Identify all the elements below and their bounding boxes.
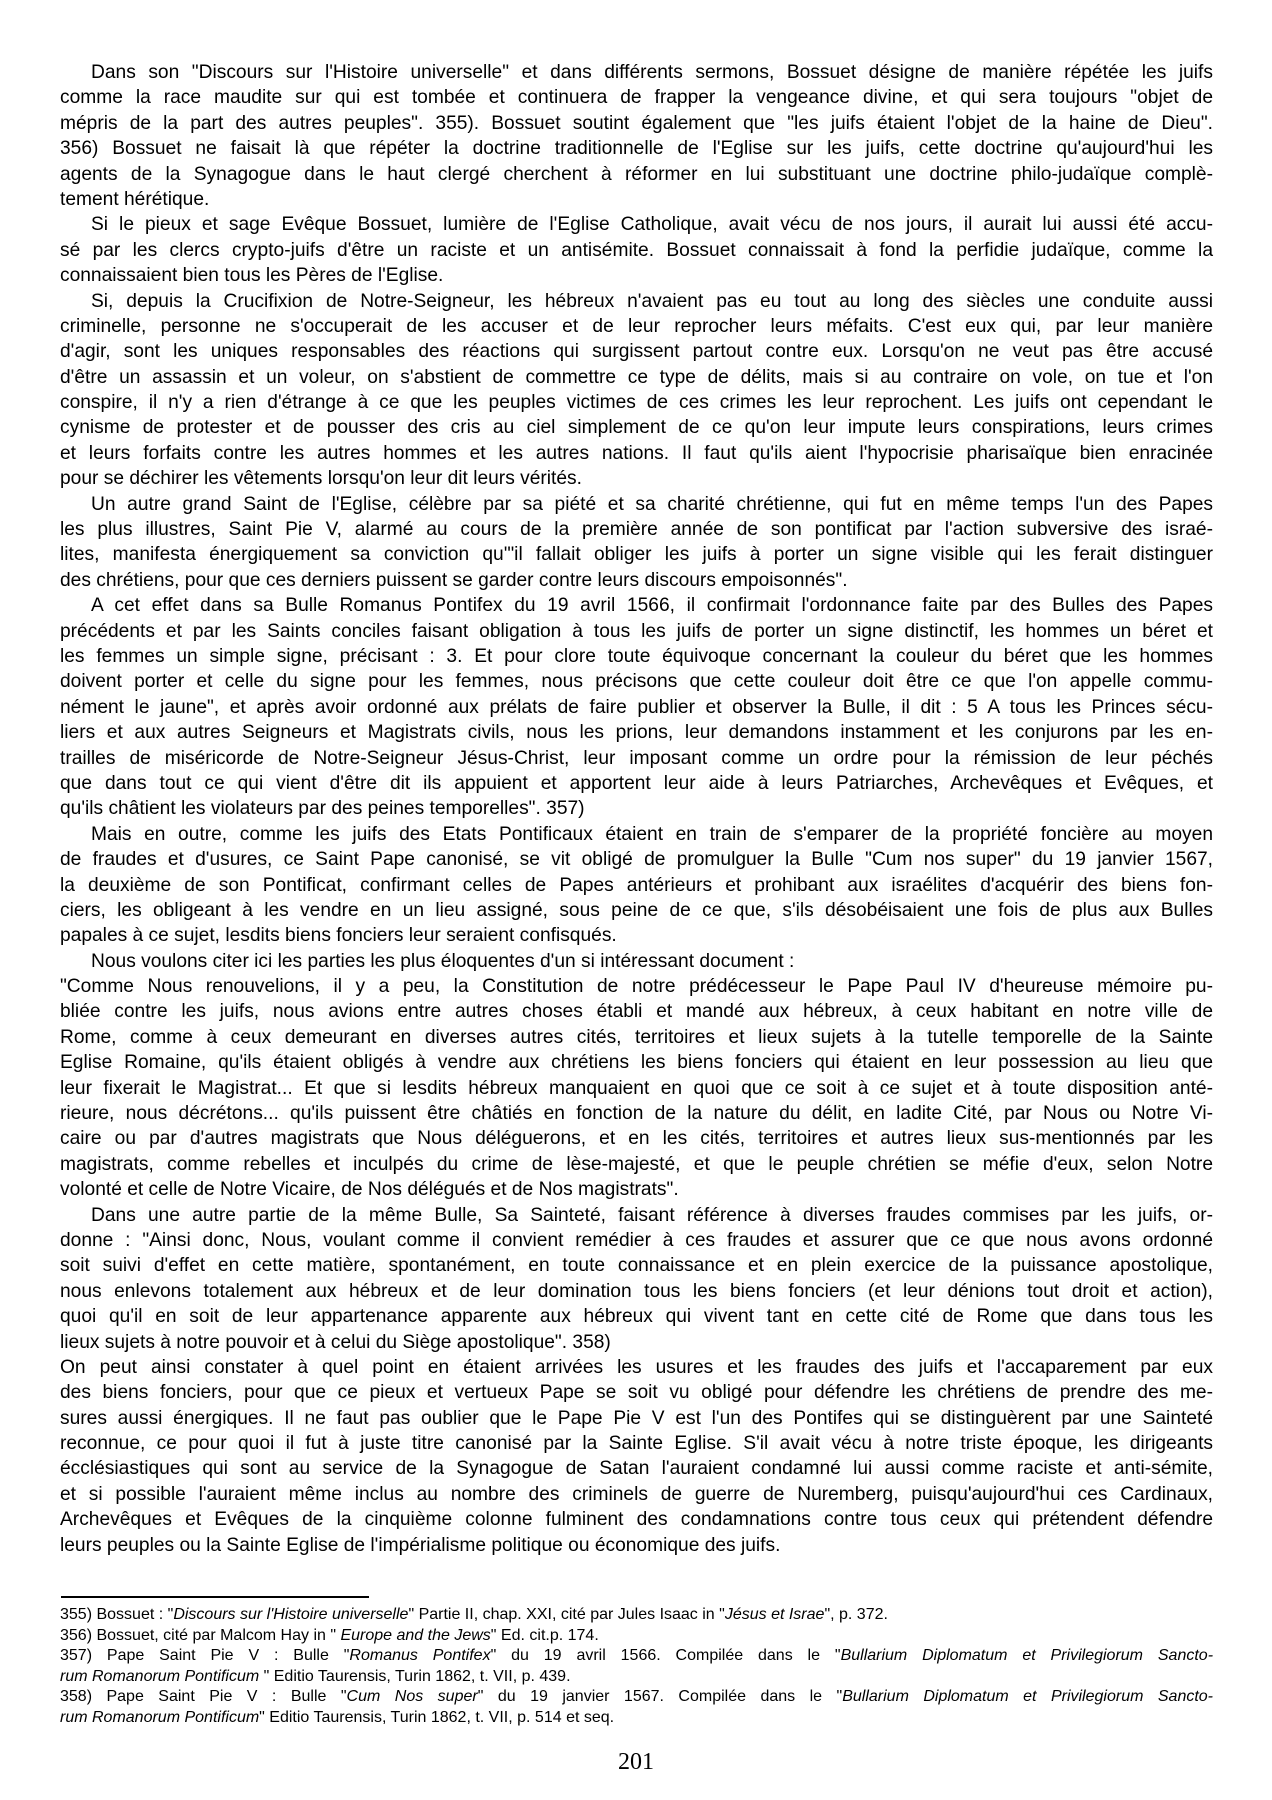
text-line: les femmes un simple signe, précisant : 3. Et pour clore toute équivoque concernant la couleur du béret que les hommes — [60, 645, 1213, 667]
footnote-text: ", p. 372. — [824, 1606, 888, 1623]
text-line: lieux sujets à notre pouvoir et à celui du Siège apostolique". 358) — [60, 1331, 611, 1353]
text-line: comme la race maudite sur qui est tombée et continuera de frapper la vengeance divine, et qui sera toujours "objet de — [60, 87, 1213, 109]
footnote-number: 357) — [60, 1647, 93, 1665]
text-line: papales à ce sujet, lesdits biens fonciers leur seraient confisqués. — [60, 925, 617, 947]
text-line: des biens fonciers, pour que ce pieux et vertueux Pape se soit vu obligé pour défendre les chrétiens de prendre des me- — [60, 1382, 1213, 1404]
footnote-text: Pape Saint Pie V : Bulle " — [92, 1647, 350, 1665]
footnotes — [60, 1605, 1213, 1729]
text-line: des chrétiens, pour que ces derniers puissent se garder contre leurs discours empoisonnés". — [60, 569, 848, 591]
body-text — [60, 60, 1213, 1558]
text-line: doivent porter et celle du signe pour les femmes, nous précisons que cette couleur doit être ce que l'on appelle commu- — [60, 671, 1213, 693]
text-line: quoi qu'il en soit de leur appartenance apparente aux hébreux qui vivent tant en cette cité de Rome que dans tous les — [60, 1306, 1213, 1328]
text-line: nous enlevons totalement aux hébreux et de leur domination tous les biens fonciers (et leur dénions tout droit et action), — [60, 1280, 1213, 1302]
text-line: précédents et par les Saints conciles faisant obligation à tous les juifs de porter un signe distinctif, les hommes un béret et — [60, 620, 1213, 642]
footnote-356 — [60, 1626, 1213, 1647]
paragraph — [60, 593, 1213, 822]
footnote-separator — [61, 1596, 369, 1598]
citation-title: Cum Nos super — [346, 1688, 478, 1706]
text-line: lites, manifesta énergiquement sa conviction qu'"il fallait obliger les juifs à porter un signe visible qui les ferait distinguer — [60, 544, 1213, 566]
text-line: Nous voulons citer ici les parties les plus éloquentes d'un si intéressant document : — [91, 950, 795, 972]
citation-title: Jésus et Israe — [724, 1606, 825, 1623]
citation-title: Bullarium Diplomatum et Privilegiorum Sancto- — [840, 1647, 1214, 1665]
text-line: Archevêques et Evêques de la cinquième colonne fulminent des condamnations contre tous ceux qui prétendent défendre — [60, 1509, 1213, 1531]
paragraph — [60, 822, 1213, 949]
text-line: les plus illustres, Saint Pie V, alarmé au cours de la première année de son pontificat par l'action subversive des israé- — [60, 519, 1213, 541]
footnote-number: 356) — [60, 1626, 93, 1644]
text-line: "Comme Nous renouvelions, il y a peu, la Constitution de notre prédécesseur le Pape Paul IV d'heureuse mémoire pu- — [60, 976, 1213, 998]
citation-title: rum Romanorum Pontificum — [60, 1708, 260, 1726]
text-line: Eglise Romaine, qu'ils étaient obligés à vendre aux chrétiens les biens fonciers qui étaient en leur possession au lieu que — [60, 1052, 1213, 1074]
text-line: criminelle, personne ne s'occuperait de les accuser et de leur reprocher leurs méfaits. C'est eux qui, par leur manière — [60, 315, 1213, 337]
footnote-number: 355) — [60, 1606, 93, 1623]
footnote-text: Pape Saint Pie V : Bulle " — [92, 1688, 347, 1706]
citation-title: Europe and the Jews — [340, 1626, 491, 1644]
paragraph — [60, 974, 1213, 1203]
text-line: ciers, les obligeant à les vendre en un lieu assigné, sous peine de ce que, s'ils désobéisaient une fois de plus aux Bulles — [60, 899, 1213, 921]
footnote-358 — [60, 1687, 1213, 1708]
footnote-text: Bossuet : " — [92, 1606, 174, 1623]
text-line: pour se déchirer les vêtements lorsqu'on leur dit leurs vérités. — [60, 468, 582, 490]
footnote-text: " du 19 janvier 1567. Compilée dans le " — [477, 1688, 843, 1706]
text-line: rieure, nous décrétons... qu'ils puissent être châtiés en fonction de la nature du délit, en ladite Cité, par Nous ou Notre Vi- — [60, 1103, 1213, 1125]
text-line: Mais en outre, comme les juifs des Etats Pontificaux étaient en train de s'emparer de la propriété foncière au moyen — [91, 823, 1213, 845]
text-line: leurs peuples ou la Sainte Eglise de l'impérialisme politique ou économique des juifs. — [60, 1534, 781, 1556]
footnote-text: " Editio Taurensis, Turin 1862, t. VII, p. 439. — [259, 1667, 571, 1685]
text-line: conspire, il n'y a rien d'étrange à ce que les peuples victimes de ces crimes les leur reprochent. Les juifs ont cependant le — [60, 392, 1213, 414]
footnote-continuation — [60, 1708, 1213, 1729]
paragraph — [60, 60, 1213, 212]
text-line: qu'ils châtient les violateurs par des peines temporelles". 357) — [60, 798, 585, 820]
citation-title: rum Romanorum Pontificum — [60, 1667, 260, 1685]
paragraph — [60, 1203, 1213, 1355]
citation-title: Bullarium Diplomatum et Privilegiorum Sancto- — [842, 1688, 1214, 1706]
text-line: d'être un assassin et un voleur, on s'abstient de commettre ce type de délits, mais si au contraire on vole, on tue et l'on — [60, 366, 1213, 388]
paragraph — [60, 492, 1213, 594]
text-line: donne : "Ainsi donc, Nous, voulant comme il convient remédier à ces fraudes et assurer que ce que nous avons ordonné — [60, 1229, 1213, 1251]
footnote-text: " Partie II, chap. XXI, cité par Jules Isaac in " — [408, 1606, 725, 1623]
text-line: volonté et celle de Notre Vicaire, de Nos délégués et de Nos magistrats". — [60, 1179, 679, 1201]
text-line: d'agir, sont les uniques responsables des réactions qui surgissent partout contre eux. Lorsqu'on ne veut pas être accusé — [60, 341, 1213, 363]
text-line: sé par les clercs crypto-juifs d'être un raciste et un antisémite. Bossuet connaissait à fond la perfidie judaïque, comme la — [60, 239, 1213, 261]
page-number: 201 — [618, 1749, 654, 1775]
text-line: trailles de miséricorde de Notre-Seigneur Jésus-Christ, leur imposant comme un ordre pour la rémission de leur péchés — [60, 747, 1213, 769]
text-line: mépris de la part des autres peuples". 355). Bossuet soutint également que "les juifs étaient l'objet de la haine de Dieu". — [60, 112, 1213, 134]
text-line: agents de la Synagogue dans le haut clergé cherchent à réformer en lui substituant une doctrine philo-judaïque complè- — [60, 163, 1213, 185]
text-line: de fraudes et d'usures, ce Saint Pape canonisé, se vit obligé de promulguer la Bulle "Cum nos super" du 19 janvier 1567, — [60, 849, 1213, 871]
text-line: Si le pieux et sage Evêque Bossuet, lumière de l'Eglise Catholique, avait vécu de nos jours, il aurait lui aussi été accu- — [91, 214, 1213, 236]
text-line: tement hérétique. — [60, 188, 210, 210]
text-line: 356) Bossuet ne faisait là que répéter la doctrine traditionnelle de l'Eglise sur les juifs, cette doctrine qu'aujourd'hui les — [60, 138, 1213, 160]
text-line: A cet effet dans sa Bulle Romanus Pontifex du 19 avril 1566, il confirmait l'ordonnance faite par des Bulles des Papes — [91, 595, 1213, 617]
text-line: Dans une autre partie de la même Bulle, Sa Sainteté, faisant référence à diverses fraudes commises par les juifs, or- — [91, 1204, 1213, 1226]
text-line: que dans tout ce qui vient d'être dit ils appuient et apportent leur aide à leurs Patriarches, Archevêques et Evêques, et — [60, 772, 1213, 794]
text-line: Si, depuis la Crucifixion de Notre-Seigneur, les hébreux n'avaient pas eu tout au long des siècles une conduite aussi — [91, 290, 1213, 312]
footnote-text: " du 19 avril 1566. Compilée dans le " — [490, 1647, 841, 1665]
text-line: magistrats, comme rebelles et inculpés du crime de lèse-majesté, et que le peuple chrétien se méfie d'eux, selon Notre — [60, 1153, 1213, 1175]
text-line: nément le jaune", et après avoir ordonné aux prélats de faire publier et observer la Bulle, il dit : 5 A tous les Princes sécu- — [60, 696, 1213, 718]
text-line: bliée contre les juifs, nous avions entre autres choses établi et mandé aux hébreux, à ceux habitant en notre ville de — [60, 1001, 1213, 1023]
footnote-355 — [60, 1605, 1213, 1626]
footnote-text: " Editio Taurensis, Turin 1862, t. VII, p. 514 et seq. — [259, 1708, 615, 1726]
text-line: la deuxième de son Pontificat, confirmant celles de Papes antérieurs et prohibant aux israélites d'acquérir des biens fon- — [60, 874, 1213, 896]
footnote-text: " Ed. cit.p. 174. — [490, 1626, 599, 1644]
text-line: caire ou par d'autres magistrats que Nous déléguerons, et en les cités, territoires et autres lieux sus-mentionnés par les — [60, 1128, 1213, 1150]
text-line: écclésiastiques qui sont au service de la Synagogue de Satan l'auraient condamné lui aussi comme raciste et anti-sémite, — [60, 1458, 1213, 1480]
paragraph — [60, 1355, 1213, 1558]
citation-title: Discours sur l'Histoire universelle — [173, 1606, 409, 1623]
citation-title: Romanus Pontifex — [349, 1647, 491, 1665]
text-line: Dans son "Discours sur l'Histoire universelle" et dans différents sermons, Bossuet désigne de manière répétée les juifs — [91, 62, 1213, 83]
text-line: sures aussi énergiques. Il ne faut pas oublier que le Pape Pie V est l'un des Pontifes qui se distinguèrent par une Sainteté — [60, 1407, 1213, 1429]
paragraph — [60, 949, 1213, 974]
text-line: On peut ainsi constater à quel point en étaient arrivées les usures et les fraudes des juifs et l'accaparement par eux — [60, 1356, 1213, 1378]
footnote-continuation — [60, 1667, 1213, 1688]
text-line: liers et aux autres Seigneurs et Magistrats civils, nous les prions, leur demandons instamment et les conjurons par les en- — [60, 722, 1213, 744]
text-line: leur fixerait le Magistrat... Et que si lesdits hébreux manquaient en quoi que ce soit à ce sujet et à toute disposition anté- — [60, 1077, 1213, 1099]
footnote-357 — [60, 1646, 1213, 1667]
text-line: Rome, comme à ceux demeurant en diverses autres cités, territoires et lieux sujets à la tutelle temporelle de la Sainte — [60, 1026, 1213, 1048]
footnote-text: Bossuet, cité par Malcom Hay in " — [92, 1626, 341, 1644]
text-line: et si possible l'auraient même inclus au nombre des criminels de guerre de Nuremberg, puisqu'aujourd'hui ces Cardinaux, — [60, 1483, 1213, 1505]
text-line: soit suivi d'effet en cette matière, spontanément, en toute connaissance et en plein exercice de la puissance apostolique, — [60, 1255, 1213, 1277]
text-line: et leurs forfaits contre les autres hommes et les autres nations. Il faut qu'ils aient l'hypocrisie pharisaïque bien enracinée — [60, 442, 1213, 464]
paragraph — [60, 289, 1213, 492]
text-line: reconnue, ce pour quoi il fut à juste titre canonisé par la Sainte Eglise. S'il avait vécu à notre triste époque, les dirigeants — [60, 1433, 1213, 1455]
text-line: connaissaient bien tous les Pères de l'Eglise. — [60, 265, 444, 287]
text-line: cynisme de protester et de pousser des cris au ciel simplement de ce qu'on leur impute leurs conspirations, leurs crimes — [60, 417, 1213, 439]
footnote-number: 358) — [60, 1688, 93, 1706]
text-line: Un autre grand Saint de l'Eglise, célèbre par sa piété et sa charité chrétienne, qui fut en même temps l'un des Papes — [91, 493, 1213, 515]
paragraph — [60, 212, 1213, 288]
